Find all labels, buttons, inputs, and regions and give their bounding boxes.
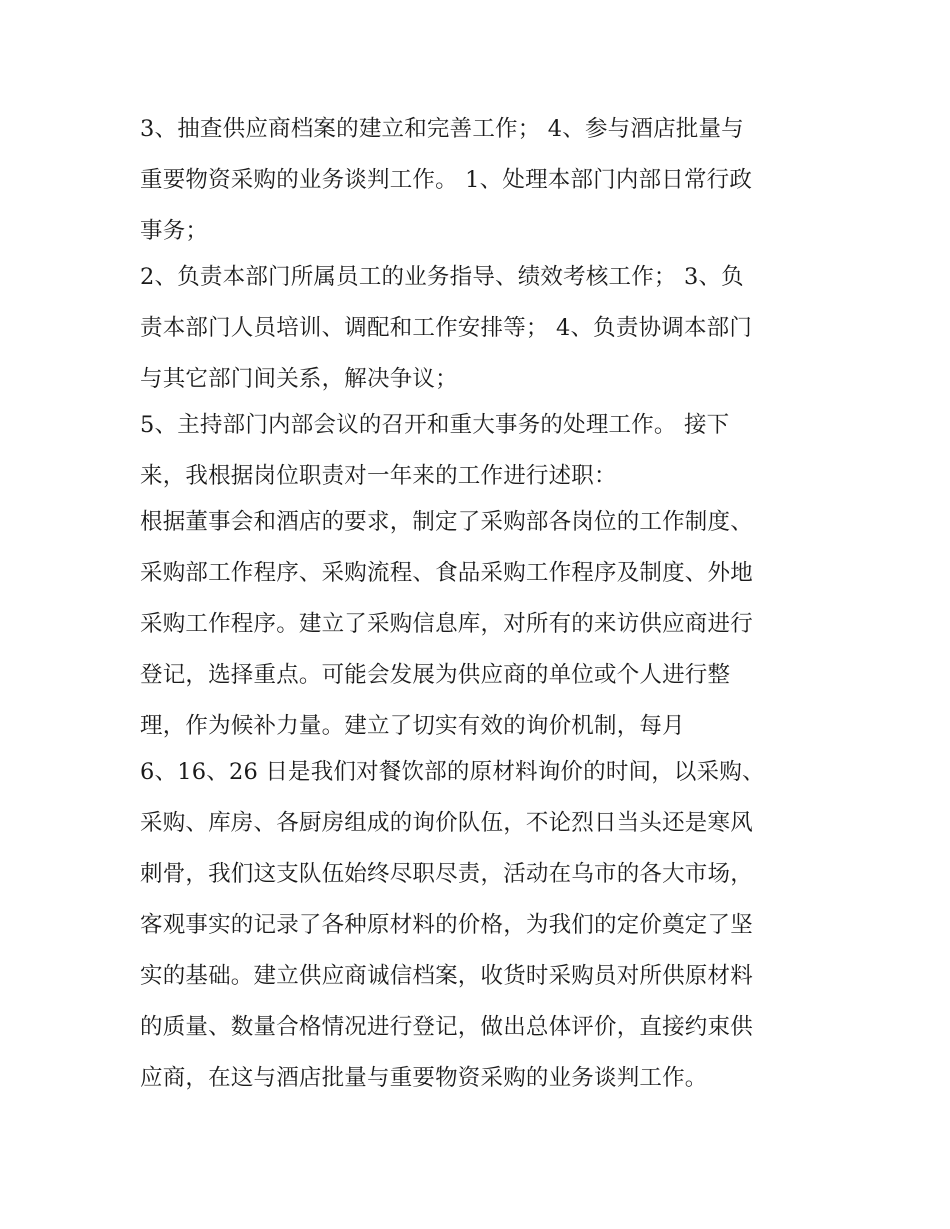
text-line: 根据董事会和酒店的要求，制定了采购部各岗位的工作制度、 <box>140 509 753 535</box>
text-line: 登记，选择重点。可能会发展为供应商的单位或个人进行整 <box>140 662 731 688</box>
text-line: 应商，在这与酒店批量与重要物资采购的业务谈判工作。 <box>140 1065 708 1091</box>
text-line: 实的基础。建立供应商诚信档案，收货时采购员对所供原材料 <box>140 963 753 989</box>
text-line: 采购部工作程序、采购流程、食品采购工作程序及制度、外地 <box>140 560 753 586</box>
text-line: 事务； <box>140 218 209 244</box>
text-line: 刺骨，我们这支队伍始终尽职尽责，活动在乌市的各大市场， <box>140 861 753 887</box>
text-line: 3、抽查供应商档案的建立和完善工作； 4、参与酒店批量与 <box>140 116 744 142</box>
text-line: 重要物资采购的业务谈判工作。 1、处理本部门内部日常行政 <box>140 167 753 193</box>
text-line: 采购工作程序。建立了采购信息库，对所有的来访供应商进行 <box>140 611 753 637</box>
text-line: 客观事实的记录了各种原材料的价格，为我们的定价奠定了坚 <box>140 912 753 938</box>
text-line: 2、负责本部门所属员工的业务指导、绩效考核工作； 3、负 <box>140 264 744 290</box>
text-line: 与其它部门间关系，解决争议； <box>140 366 458 392</box>
document-body <box>140 109 820 1109</box>
text-line: 理，作为候补力量。建立了切实有效的询价机制，每月 <box>140 713 685 739</box>
text-line: 5、主持部门内部会议的召开和重大事务的处理工作。 接下 <box>140 412 730 438</box>
text-line: 来，我根据岗位职责对一年来的工作进行述职： <box>140 463 617 489</box>
text-line: 6、16、26 日是我们对餐饮部的原材料询价的时间，以采购、 <box>140 759 765 785</box>
text-line: 采购、库房、各厨房组成的询价队伍，不论烈日当头还是寒风 <box>140 810 753 836</box>
text-line: 的质量、数量合格情况进行登记，做出总体评价，直接约束供 <box>140 1014 753 1040</box>
text-line: 责本部门人员培训、调配和工作安排等； 4、负责协调本部门 <box>140 315 753 341</box>
